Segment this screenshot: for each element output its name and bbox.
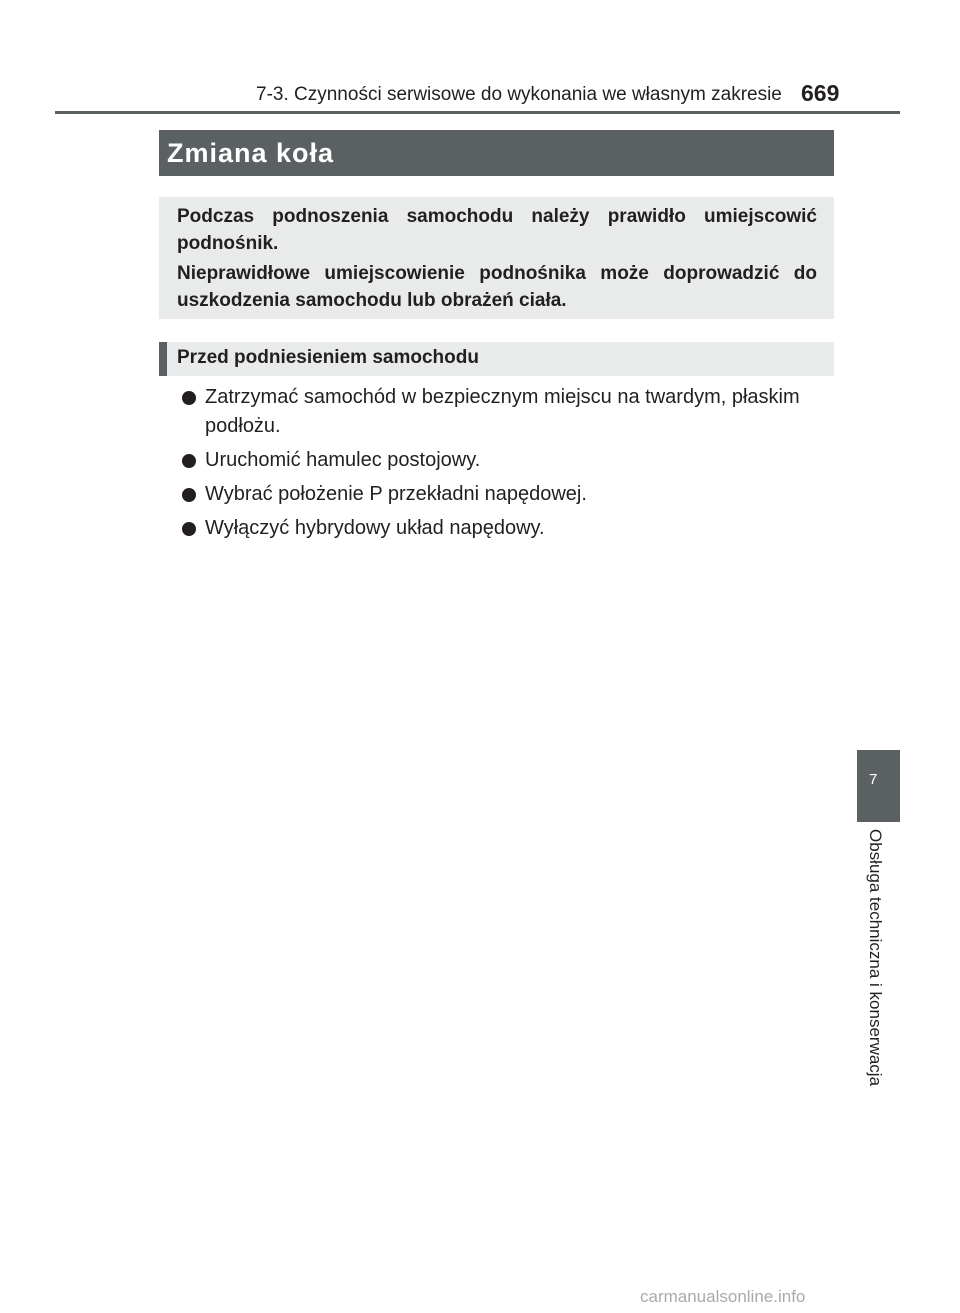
page-title: Zmiana koła [167, 138, 335, 168]
page-number: 669 [801, 80, 840, 106]
chapter-number: 7 [869, 771, 878, 788]
list-item-text: Wybrać położenie P przekładni napędowej. [205, 483, 587, 505]
chapter-title: Obsługa techniczna i konserwacja [866, 829, 885, 1087]
list-item [182, 514, 834, 543]
list-item [182, 480, 834, 509]
bullet-list [182, 383, 834, 548]
list-item-text: Wyłączyć hybrydowy układ napędowy. [205, 517, 545, 539]
intro-box [159, 197, 834, 319]
header-rule [55, 111, 900, 114]
subsection-accent [159, 342, 167, 376]
list-item [182, 446, 834, 475]
section-title: 7-3. Czynności serwisowe do wykonania we własnym zakresie [256, 84, 782, 105]
chapter-tab [857, 750, 900, 822]
bullet-dot-icon [182, 522, 196, 536]
bullet-dot-icon [182, 488, 196, 502]
bullet-dot-icon [182, 454, 196, 468]
subsection-heading-bar [159, 342, 834, 376]
intro-paragraph: Nieprawidłowe umiejscowienie podnośnika może doprowadzić do uszkodzenia samochodu lub obrażeń ciała. [177, 263, 817, 311]
list-item-text: Zatrzymać samochód w bezpiecznym miejscu na twardym, płaskim podłożu. [205, 386, 800, 437]
list-item-text: Uruchomić hamulec postojowy. [205, 449, 481, 471]
intro-paragraph: Podczas podnoszenia samochodu należy prawidło umiejscowić podnośnik. [177, 206, 817, 254]
bullet-dot-icon [182, 391, 196, 405]
subsection-title: Przed podniesieniem samochodu [177, 347, 479, 368]
list-item [182, 383, 834, 441]
page-header [0, 0, 960, 116]
title-bar [159, 130, 834, 176]
watermark: carmanualsonline.info [640, 1287, 806, 1306]
